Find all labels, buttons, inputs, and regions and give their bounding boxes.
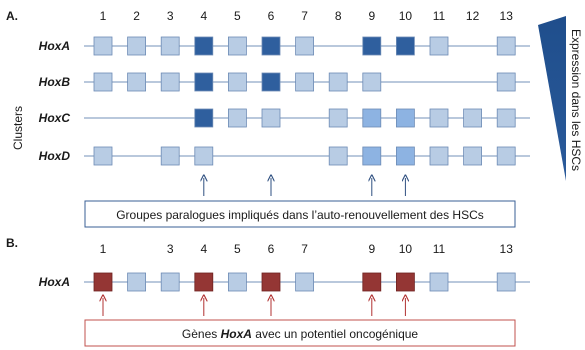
a-gene-box-hoxb-8 [329,73,347,91]
a-gene-box-hoxd-3 [161,147,179,165]
column-number-1: 1 [99,9,107,23]
column-number-10: 10 [398,9,413,23]
a-gene-box-hoxc-9 [363,109,381,127]
a-gene-box-hoxc-10 [396,109,414,127]
a-gene-box-hoxd-1 [94,147,112,165]
section-b-arrows [103,298,405,316]
a-gene-box-hoxa-10 [396,37,414,55]
section-a-arrows [204,178,406,196]
b-gene-box-hoxa-13 [497,273,515,291]
section-b-caption-italic: HoxA [220,327,252,341]
cluster-row-hoxb [39,73,530,91]
column-number-4: 4 [200,9,208,23]
a-gene-box-hoxc-4 [195,109,213,127]
b-column-number-13: 13 [499,242,513,256]
section-b-label: B. [6,236,18,250]
section-b-caption [182,327,419,341]
column-number-3: 3 [166,9,174,23]
column-number-5: 5 [234,9,241,23]
b-column-number-7: 7 [301,242,308,256]
column-number-6: 6 [267,9,275,23]
section-a-caption: Groupes paralogues impliqués dans l’auto-renouvellement des HSCs [116,208,484,222]
section-b-caption-before: Gènes [181,327,221,341]
a-gene-box-hoxd-11 [430,147,448,165]
expression-gradient-triangle [538,16,566,181]
cluster-row-hoxc [39,109,530,127]
a-gene-box-hoxa-11 [430,37,448,55]
cluster-row-hoxa [39,273,530,291]
a-gene-box-hoxb-13 [497,73,515,91]
a-gene-box-hoxb-2 [128,73,146,91]
b-gene-box-hoxa-10 [396,273,414,291]
b-column-number-5: 5 [234,242,241,256]
a-gene-box-hoxb-1 [94,73,112,91]
a-gene-box-hoxa-13 [497,37,515,55]
section-b-caption-after: avec un potentiel oncogénique [251,327,419,341]
b-gene-box-hoxa-2 [128,273,146,291]
cluster-name: HoxB [38,75,70,89]
column-number-13: 13 [499,9,513,23]
column-number-8: 8 [334,9,342,23]
b-column-number-4: 4 [200,242,208,256]
a-gene-box-hoxd-12 [464,147,482,165]
column-number-11: 11 [432,9,446,23]
a-gene-box-hoxc-13 [497,109,515,127]
a-gene-box-hoxd-9 [363,147,381,165]
section-b-column-numbers [100,242,514,256]
a-gene-box-hoxc-5 [228,109,246,127]
a-gene-box-hoxa-9 [363,37,381,55]
section-a-label: A. [6,9,18,23]
cluster-name: HoxD [38,149,70,163]
section-b-cluster-row [39,273,530,291]
section-a-cluster-rows [39,37,530,165]
a-gene-box-hoxd-8 [329,147,347,165]
a-gene-box-hoxa-7 [296,37,314,55]
section-a-column-numbers [100,9,514,23]
b-column-number-10: 10 [398,242,413,256]
b-gene-box-hoxa-9 [363,273,381,291]
a-gene-box-hoxa-4 [195,37,213,55]
column-number-12: 12 [465,9,480,23]
a-gene-box-hoxa-2 [128,37,146,55]
a-gene-box-hoxa-3 [161,37,179,55]
a-gene-box-hoxb-6 [262,73,280,91]
a-gene-box-hoxb-7 [296,73,314,91]
b-gene-box-hoxa-1 [94,273,112,291]
a-gene-box-hoxa-1 [94,37,112,55]
a-gene-box-hoxa-6 [262,37,280,55]
clusters-axis-label: Clusters [11,105,25,151]
a-gene-box-hoxd-10 [396,147,414,165]
b-column-number-6: 6 [267,242,275,256]
a-gene-box-hoxb-3 [161,73,179,91]
cluster-name: HoxA [38,275,70,289]
a-gene-box-hoxb-5 [228,73,246,91]
b-gene-box-hoxa-7 [296,273,314,291]
a-gene-box-hoxc-8 [329,109,347,127]
b-column-number-1: 1 [99,242,107,256]
b-gene-box-hoxa-6 [262,273,280,291]
b-gene-box-hoxa-11 [430,273,448,291]
a-gene-box-hoxd-4 [195,147,213,165]
cluster-row-hoxa [39,37,530,55]
a-gene-box-hoxc-6 [262,109,280,127]
b-column-number-3: 3 [166,242,174,256]
a-gene-box-hoxd-13 [497,147,515,165]
a-gene-box-hoxb-4 [195,73,213,91]
column-number-2: 2 [133,9,140,23]
b-column-number-11: 11 [432,242,446,256]
b-gene-box-hoxa-5 [228,273,246,291]
b-gene-box-hoxa-3 [161,273,179,291]
column-number-7: 7 [301,9,308,23]
expression-gradient-label: Expression dans les HSCs [569,28,583,172]
cluster-name: HoxC [38,111,70,125]
a-gene-box-hoxc-11 [430,109,448,127]
a-gene-box-hoxa-5 [228,37,246,55]
cluster-row-hoxd [39,147,530,165]
column-number-9: 9 [368,9,376,23]
b-gene-box-hoxa-4 [195,273,213,291]
cluster-name: HoxA [38,39,70,53]
b-column-number-9: 9 [368,242,376,256]
a-gene-box-hoxb-9 [363,73,381,91]
a-gene-box-hoxc-12 [464,109,482,127]
